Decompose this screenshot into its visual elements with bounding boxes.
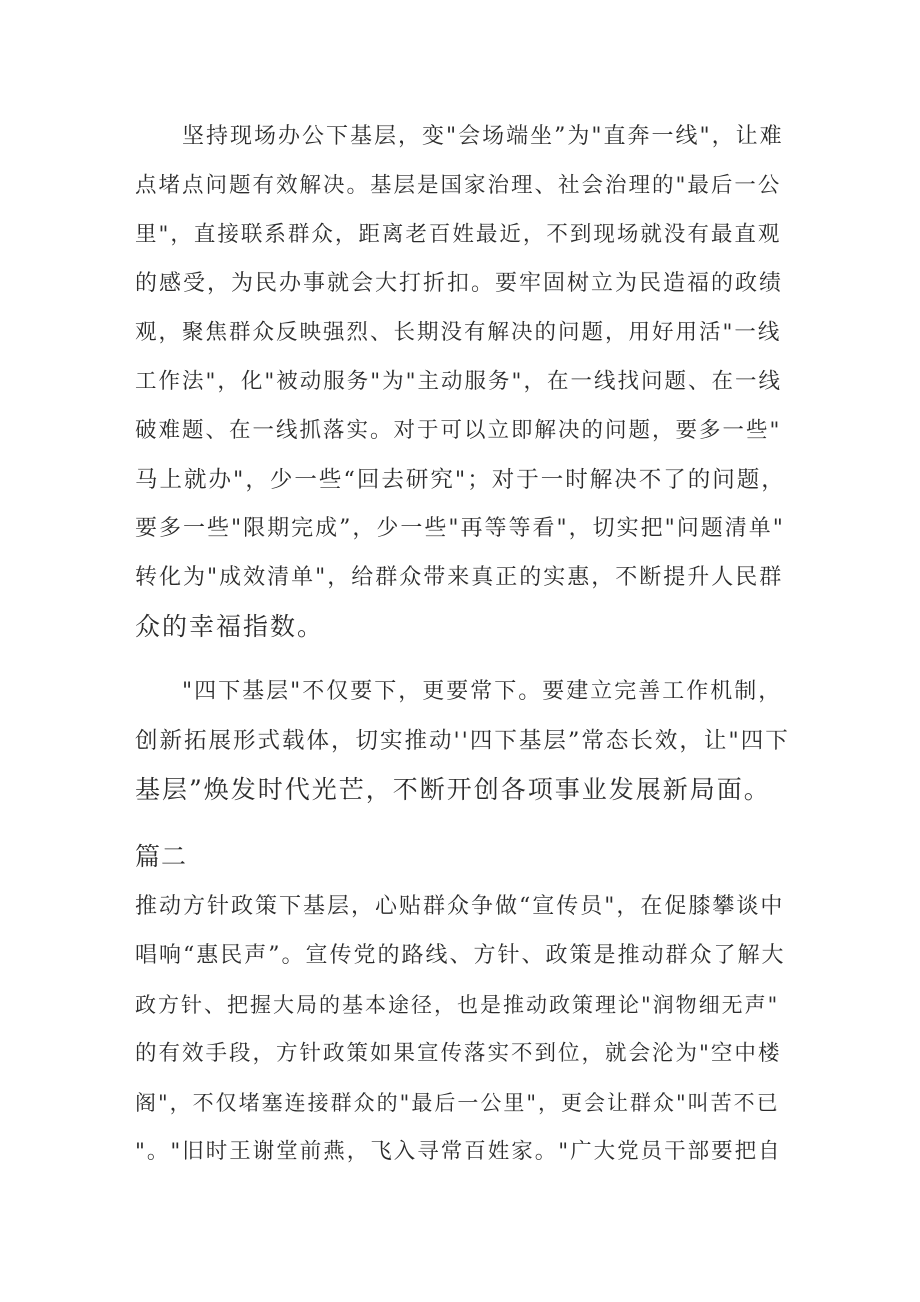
paragraph2-line-2: 创新拓展形式载体，切实推动''四下基层”常态长效，让"四下 <box>135 728 790 754</box>
paragraph3-line-3: 政方针、把握大局的基本途径，也是推动政策理论"润物细无声" <box>135 993 780 1017</box>
paragraph1-line-3: 里"，直接联系群众，距离老百姓最近，不到现场就没有最直观 <box>135 222 782 247</box>
paragraph1-line-2: 点堵点问题有效解决。基层是国家治理、社会治理的"最后一公 <box>135 173 782 198</box>
paragraph3-line-1: 推动方针政策下基层，心贴群众争做“宣传员"，在促膝攀谈中 <box>135 894 785 919</box>
paragraph1-line-5: 观，聚焦群众反映强烈、长期没有解决的问题，用好用活"一线 <box>135 320 782 345</box>
section-heading: 篇二 <box>135 842 188 871</box>
paragraph1-line-10: 转化为"成效清单"，给群众带来真正的实惠，不断提升人民群 <box>135 565 784 590</box>
paragraph3-line-5: 阁"，不仅堵塞连接群众的"最后一公里"，更会让群众"叫苦不已 <box>135 1091 780 1115</box>
paragraph3-line-4: 的有效手段，方针政策如果宣传落实不到位，就会沦为"空中楼 <box>135 1041 782 1066</box>
paragraph1-line-8: 马上就办"，少一些“回去研究"；对于一时解决不了的问题， <box>135 467 786 493</box>
paragraph3-line-2: 唱响“惠民声”。宣传党的路线、方针、政策是推动群众了解大 <box>135 943 786 968</box>
paragraph1-line-1: 坚持现场办公下基层，变"会场端坐”为"直奔一线"，让难 <box>182 124 784 149</box>
paragraph1-line-4: 的感受，为民办事就会大打折扣。要牢固树立为民造福的政绩 <box>135 271 784 296</box>
paragraph2-line-1: "四下基层"不仅要下，更要常下。要建立完善工作机制， <box>182 679 783 704</box>
paragraph1-line-7: 破难题、在一线抓落实。对于可以立即解决的问题，要多一些" <box>135 418 782 443</box>
paragraph1-line-6: 工作法"，化"被动服务"为"主动服务"，在一线找问题、在一线 <box>135 369 782 394</box>
paragraph3-line-6: "。"旧时王谢堂前燕，飞入寻常百姓家。"广大党员干部要把自 <box>135 1139 782 1164</box>
paragraph2-line-3: 基层”焕发时代光芒，不断开创各项事业发展新局面。 <box>135 775 771 804</box>
paragraph1-line-9: 要多一些"限期完成”，少一些"再等等看"，切实把"问题清单" <box>135 516 785 541</box>
paragraph1-line-11: 众的幸福指数。 <box>135 612 325 641</box>
